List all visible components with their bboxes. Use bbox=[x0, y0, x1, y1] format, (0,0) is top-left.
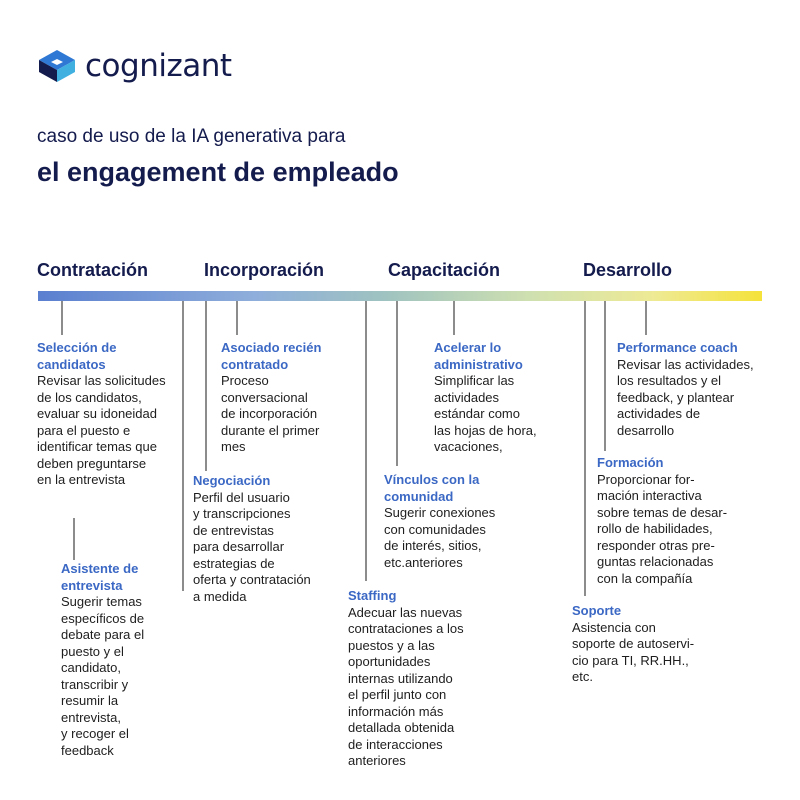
card-body: Perfil del usuario y transcripciones de entrevistas para desarrollar estrategias de oferta y contratación a medida bbox=[193, 489, 311, 604]
phase-contratacion: Contratación bbox=[37, 260, 149, 280]
connector-line bbox=[182, 301, 184, 591]
connector-line bbox=[73, 518, 75, 560]
connector-line bbox=[61, 301, 63, 335]
card-formacion bbox=[597, 455, 757, 587]
card-negociacion bbox=[193, 473, 338, 605]
brand-logo bbox=[37, 48, 232, 84]
phase-capacitacion: Capacitación bbox=[388, 260, 501, 280]
card-body: Sugerir temas específicos de debate para el puesto y el candidato, transcribir y resumir la entrevista, y recoger el feedback bbox=[61, 594, 145, 758]
card-body: Asistencia con soporte de autoservi- cio para TI, RR.HH., etc. bbox=[572, 619, 695, 684]
card-vinculos-comunidad bbox=[384, 472, 514, 571]
connector-line bbox=[365, 301, 367, 581]
cognizant-logo-icon bbox=[37, 48, 77, 84]
connector-line bbox=[645, 301, 647, 335]
card-title: Asociado recién contratado bbox=[221, 340, 322, 372]
card-title: Asistente de entrevista bbox=[61, 561, 139, 593]
card-performance-coach bbox=[617, 340, 777, 439]
page-subtitle: caso de uso de la IA generativa para bbox=[37, 126, 346, 147]
card-staffing bbox=[348, 588, 488, 770]
brand-name: cognizant bbox=[85, 48, 232, 84]
card-body: Proceso conversacional de incorporación durante el primer mes bbox=[221, 373, 320, 454]
connector-line bbox=[236, 301, 238, 335]
connector-line bbox=[604, 301, 606, 451]
card-asociado-recien-contratado bbox=[221, 340, 346, 456]
card-body: Revisar las solicitudes de los candidatos, evaluar su idoneidad para el puesto e identificar temas que deben preguntarse en la entrevista bbox=[37, 373, 166, 487]
card-soporte bbox=[572, 603, 717, 686]
page-title: el engagement de empleado bbox=[37, 157, 399, 187]
card-body: Sugerir conexiones con comunidades de interés, sitios, etc.anteriores bbox=[384, 505, 496, 570]
card-acelerar-administrativo bbox=[434, 340, 559, 456]
card-body: Revisar las actividades, los resultados y el feedback, y plantear actividades de desarrollo bbox=[617, 356, 754, 438]
connector-line bbox=[453, 301, 455, 335]
card-body: Adecuar las nuevas contrataciones a los puestos y a las oportunidades internas utilizando el perfil junto con información más detallada obtenida de interacciones anteriores bbox=[348, 604, 464, 768]
card-title: Formación bbox=[597, 455, 664, 470]
card-asistente-entrevista bbox=[61, 561, 171, 759]
card-title: Selección de candidatos bbox=[37, 340, 117, 372]
connector-line bbox=[584, 301, 586, 596]
card-seleccion-candidatos bbox=[37, 340, 182, 489]
card-title: Staffing bbox=[348, 588, 397, 603]
card-title: Acelerar lo administrativo bbox=[434, 340, 523, 372]
card-title: Vínculos con la comunidad bbox=[384, 472, 480, 504]
card-title: Performance coach bbox=[617, 340, 738, 355]
card-title: Negociación bbox=[193, 473, 271, 488]
connector-line bbox=[396, 301, 398, 466]
timeline-gradient-bar bbox=[38, 291, 762, 301]
connector-line bbox=[205, 301, 207, 471]
card-title: Soporte bbox=[572, 603, 622, 618]
card-body: Simplificar las actividades estándar como las hojas de hora, vacaciones, bbox=[434, 373, 537, 454]
phase-desarrollo: Desarrollo bbox=[583, 260, 673, 280]
card-body: Proporcionar for- mación interactiva sobre temas de desar- rollo de habilidades, responder otras pre- guntas relacionadas con la compañía bbox=[597, 471, 728, 586]
phase-incorporacion: Incorporación bbox=[204, 260, 325, 280]
